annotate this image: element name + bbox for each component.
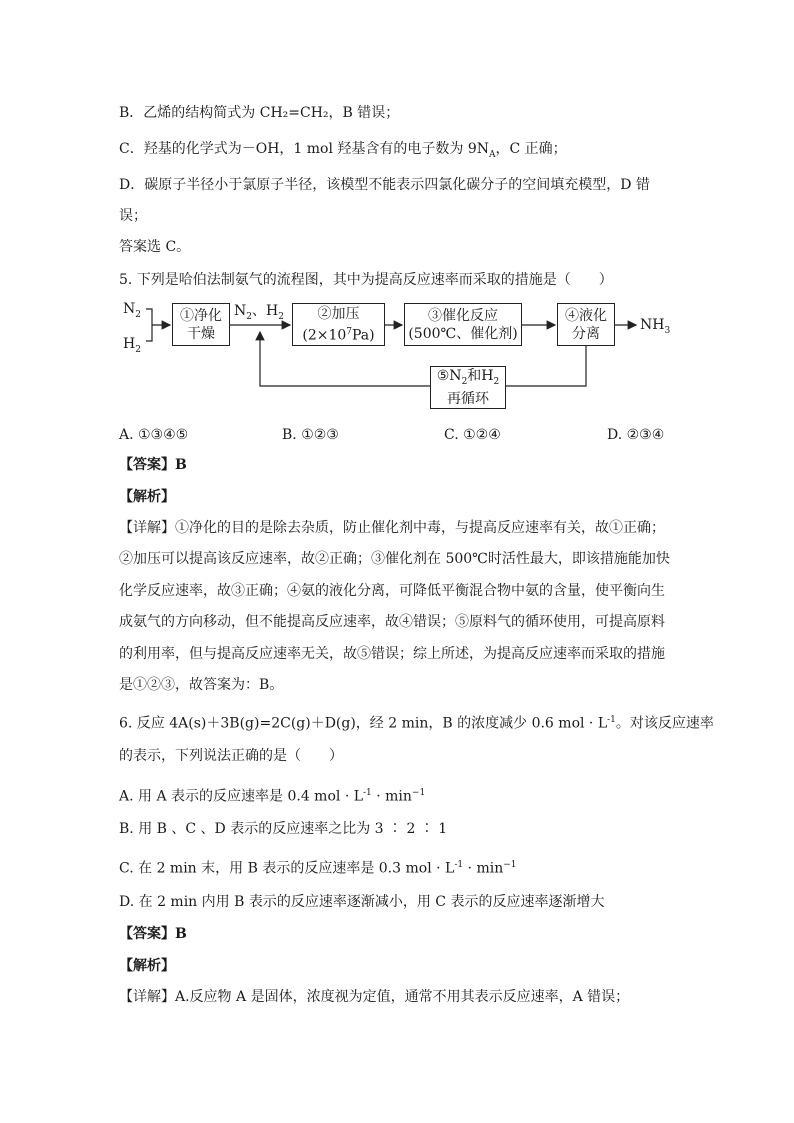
q5-option-b: B. ①②③ bbox=[282, 427, 339, 443]
q6-detail-1: 【详解】A.反应物 A 是固体，浓度视为定值，通常不用其表示反应速率，A 错误； bbox=[119, 989, 630, 1005]
q5-option-a: A. ①③④⑤ bbox=[119, 427, 189, 443]
q6-option-d: D. 在 2 min 内用 B 表示的反应速率逐渐减小，用 C 表示的反应速率逐渐增大 bbox=[119, 894, 605, 910]
q5-detail-1: 【详解】①净化的目的是除去杂质，防止催化剂中毒，与提高反应速率有关，故①正确； bbox=[119, 520, 665, 536]
label-n2: $N_2$ bbox=[123, 301, 141, 320]
q5-analysis-heading: 【解析】 bbox=[119, 489, 175, 505]
q6-option-c: C. 在 2 min 末，用 B 表示的反应速率是 0.3 mol · $L^{-1} \cdot \min^{-1}$ bbox=[119, 860, 517, 877]
recycle-line-right bbox=[506, 346, 586, 386]
q5-detail-6: 是①②③，故答案为：B。 bbox=[119, 677, 284, 693]
q5-detail-4: 成氨气的方向移动，但不能提高反应速率，故④错误；⑤原料气的循环使用，可提高原料 bbox=[119, 614, 665, 630]
q6-option-a: A. 用 A 表示的反应速率是 0.4 mol · $L^{-1} \cdot \min^{-1}$ bbox=[119, 788, 426, 805]
input-bracket bbox=[146, 309, 152, 341]
q5-option-c: C. ①②④ bbox=[444, 427, 501, 443]
q5-stem: 5. 下列是哈伯法制氨气的流程图，其中为提高反应速率而采取的措施是（ ） bbox=[119, 272, 613, 288]
q6-analysis-heading: 【解析】 bbox=[119, 958, 175, 974]
prev-option-c-explanation: C．羟基的化学式为－OH，1 mol 羟基含有的电子数为 $9N_A$，C 正确； bbox=[119, 141, 567, 160]
q5-detail-2: ②加压可以提高该反应速率，故②正确；③催化剂在 500℃时活性最大，即该措施能加快 bbox=[119, 551, 670, 567]
box-purify-dry: ①净化 干燥 bbox=[172, 303, 230, 346]
q5-detail-3: 化学反应速率，故③正确；④氨的液化分离，可降低平衡混合物中氨的含量，使平衡向生 bbox=[119, 583, 665, 599]
q6-answer: 【答案】B bbox=[119, 926, 187, 942]
prev-option-d-explanation-2: 误； bbox=[119, 208, 147, 224]
prev-answer: 答案选 C。 bbox=[119, 239, 191, 255]
q5-option-d: D. ②③④ bbox=[607, 427, 665, 443]
box-pressurize: ②加压 $(2\times 10^7Pa)$ bbox=[292, 303, 385, 346]
box-recycle: $⑤N_2$和$H_2$ 再循环 bbox=[430, 366, 506, 409]
label-n2-h2: $N_2$、$H_2$ bbox=[234, 303, 284, 322]
label-nh3: $NH_3$ bbox=[640, 317, 671, 336]
q6-stem-1: 6. 反应 4A(s)＋3B(g)=2C(g)＋D(g)，经 2 min，B 的浓度减少 0.6 mol · $L^{-1}$。对该反应速率 bbox=[119, 715, 714, 732]
q6-option-b: B. 用 B 、C 、D 表示的反应速率之比为 3 ∶ 2 ∶ 1 bbox=[119, 821, 448, 837]
q6-stem-2: 的表示，下列说法正确的是（ ） bbox=[119, 748, 343, 764]
q5-detail-5: 的利用率，但与提高反应速率无关，故⑤错误；综上所述，为提高反应速率而采取的措施 bbox=[119, 646, 665, 662]
box-catalytic-reaction: ③催化反应 (500℃、催化剂) bbox=[404, 303, 522, 346]
prev-option-b-explanation: B．乙烯的结构简式为 CH₂=CH₂，B 错误； bbox=[119, 105, 400, 121]
q5-answer: 【答案】B bbox=[119, 457, 187, 473]
label-h2: $H_2$ bbox=[123, 336, 141, 355]
prev-option-d-explanation-1: D．碳原子半径小于氯原子半径，该模型不能表示四氯化碳分子的空间填充模型，D 错 bbox=[119, 177, 650, 193]
box-liquefy-separate: ④液化 分离 bbox=[557, 303, 615, 346]
